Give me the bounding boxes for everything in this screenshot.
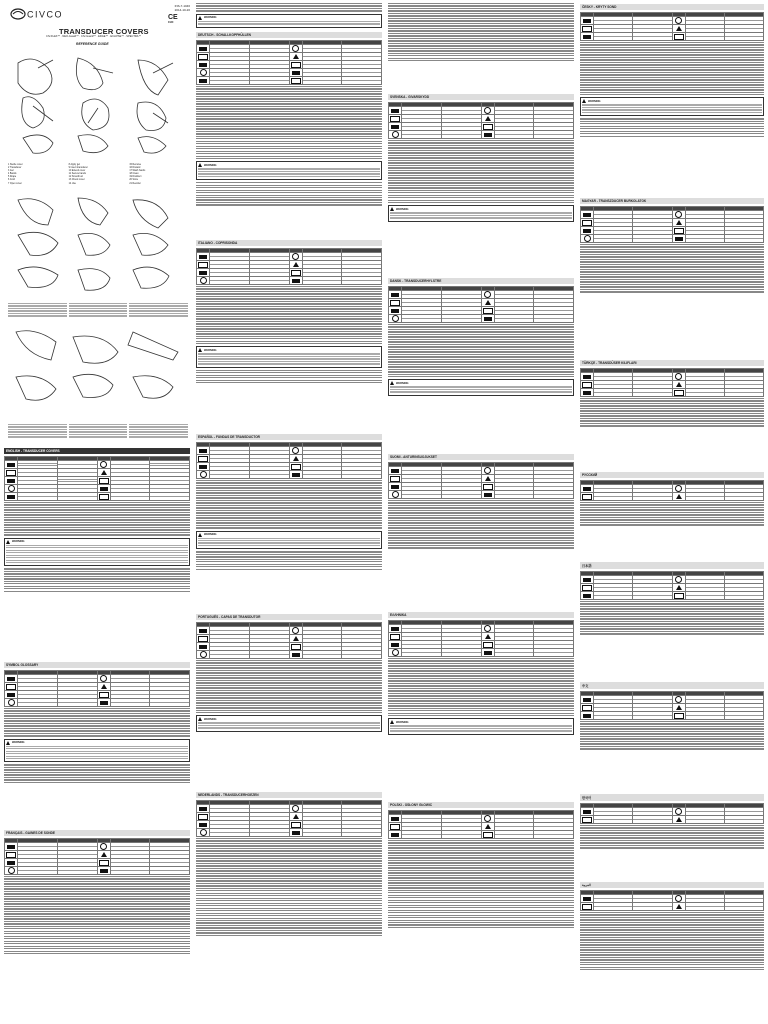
warning-box: WARNING [196, 346, 382, 367]
symbol-table [580, 890, 764, 911]
warning-box: WARNING [388, 379, 574, 395]
legend-item: 1 Sterile cover [8, 164, 23, 166]
section-chinese [580, 680, 764, 751]
civco-logo [10, 6, 62, 22]
legend-1 [8, 164, 188, 186]
legend-2 [8, 302, 188, 318]
section-arabic [580, 880, 764, 971]
section-heading: 한국어 [580, 794, 764, 801]
warning-icon [6, 540, 10, 544]
section-heading: SUOMI - ANTURINSUOJUKSET [388, 454, 574, 460]
symbol-table [388, 810, 574, 839]
legend-item: 10 Extend cover [68, 170, 86, 173]
section-francais [4, 828, 190, 955]
section-polski [388, 800, 574, 929]
section-cont [388, 2, 574, 62]
section-japanese [580, 560, 764, 636]
symbol-table [388, 102, 574, 139]
section-heading: MAGYAR - TRANSZDUCER BURKOLATOK [580, 198, 764, 204]
legend-item: 3 Gel [8, 170, 14, 173]
symbol-table [580, 480, 764, 501]
legend-column [69, 423, 128, 439]
legend-column [8, 423, 67, 439]
legend-item: 6 Cord [8, 179, 15, 182]
section-svenska [388, 92, 574, 224]
warning-icon [582, 99, 586, 103]
reference-guide-label: REFERENCE GUIDE [76, 42, 109, 46]
legend-item: 4 Bands [8, 173, 17, 176]
warning-box: WARNING [580, 97, 764, 116]
section-heading: PORTUGUÊS - CAPAS DE TRANSDUTOR [196, 614, 382, 620]
warning-box: WARNING [196, 14, 382, 28]
warning-icon [198, 163, 202, 167]
section-symbol-glossary [4, 660, 190, 784]
symbol-table [388, 286, 574, 323]
section-heading: ČESKY - KRYTY SOND [580, 4, 764, 10]
warning-icon [198, 717, 202, 721]
legend-item: 7 Open cover [8, 182, 22, 185]
legend-column [69, 164, 128, 186]
illustration-panel-2 [8, 190, 186, 300]
legend-column [129, 164, 188, 186]
warning-box: WARNING [388, 718, 574, 734]
symbol-table [196, 248, 382, 285]
symbol-table [580, 206, 764, 243]
legend-item: 13 Check cover [68, 179, 85, 182]
section-russian [580, 470, 764, 527]
legend-item: 19 Disinfect [129, 176, 142, 179]
section-espanol [196, 432, 382, 571]
symbol-table [580, 803, 764, 824]
legend-column [129, 302, 188, 318]
legend-item: 14 Use [68, 182, 76, 185]
symbol-table [580, 691, 764, 720]
legend-item: 8 Apply gel [68, 164, 80, 166]
section-heading: 日本語 [580, 562, 764, 569]
legend-column [69, 302, 128, 318]
column-1 [4, 0, 190, 1024]
legend-item: 12 Smooth air [68, 176, 83, 179]
illustration-panel-3 [8, 322, 186, 420]
part-number: INS-7-1046 2014-10-20 [174, 4, 190, 12]
symbol-table [388, 620, 574, 657]
warning-box: WARNING [196, 161, 382, 180]
section-suomi [388, 452, 574, 550]
warning-icon [390, 720, 394, 724]
document-subtitle: CIV-FLEX™ · NEO-Guard™ · CIV-Guard™ · EDGE™ · ECLIPSE™ · SPECTRA™ [46, 35, 142, 38]
warning-box: WARNING [4, 739, 190, 763]
legend-item: 2 Transducer [8, 167, 22, 170]
section-heading: SYMBOL GLOSSARY [4, 662, 190, 668]
section-italiano [196, 238, 382, 384]
warning-icon [198, 533, 202, 537]
column-3 [388, 0, 574, 1024]
symbol-table [196, 442, 382, 479]
section-cesky [580, 2, 764, 138]
column-2 [196, 0, 382, 1024]
svg-text:CIVCO: CIVCO [27, 9, 62, 20]
document-title: TRANSDUCER COVERS [59, 27, 149, 36]
warning-icon [198, 348, 202, 352]
legend-column [8, 164, 67, 186]
warning-box: WARNING [388, 205, 574, 221]
section-nederlands [196, 790, 382, 937]
section-heading: TÜRKÇE - TRANSDÜSER KILIFLARI [580, 360, 764, 366]
legend-3 [8, 423, 188, 439]
symbol-table [580, 571, 764, 600]
section-heading: ENGLISH - TRANSDUCER COVERS [4, 448, 190, 454]
section-heading: DANSK - TRANSDUCERHYLSTRE [388, 278, 574, 284]
warning-icon [6, 741, 10, 745]
legend-item: 17 Wash hands [129, 170, 146, 173]
section-heading: SVENSKA - GIVARSKYDD [388, 94, 574, 100]
warning-box: WARNING [196, 531, 382, 550]
symbol-table [196, 40, 382, 85]
section-turkce [580, 358, 764, 428]
section-heading: РУССКИЙ [580, 472, 764, 478]
section-heading: ESPAÑOL - FUNDAS DE TRANSDUCTOR [196, 434, 382, 440]
ce-mark: CE 0120 [168, 14, 178, 24]
legend-column [8, 302, 67, 318]
legend-item: 9 Insert transducer [68, 167, 88, 170]
legend-item: 16 Discard [129, 167, 141, 170]
section-portugues [196, 612, 382, 734]
symbol-table [580, 12, 764, 41]
warning-icon [390, 207, 394, 211]
legend-item: 15 Remove [129, 164, 142, 166]
section-heading: DEUTSCH - SCHALLKOPFHÜLLEN [196, 32, 382, 38]
section-english [4, 446, 190, 593]
section-dansk [388, 276, 574, 398]
legend-item: 20 Store [129, 179, 139, 182]
symbol-table [196, 622, 382, 659]
section-heading: NEDERLANDS - TRANSDUCERHOEZEN [196, 792, 382, 798]
section-heading: POLSKI - OSŁONY GŁOWIC [388, 802, 574, 808]
section-heading: ITALIANO - COPRISONDA [196, 240, 382, 246]
section-heading: العربية [580, 882, 764, 888]
warning-box: WARNING [196, 715, 382, 731]
legend-item: 11 Secure bands [68, 173, 86, 176]
symbol-table [4, 456, 190, 501]
section-deutsch [196, 30, 382, 207]
section-cont [196, 2, 382, 30]
symbol-table [388, 462, 574, 499]
legend-item: 5 Drape [8, 176, 17, 179]
section-heading: FRANÇAIS - GAINES DE SONDE [4, 830, 190, 836]
symbol-table [4, 838, 190, 875]
section-heading: ΕΛΛΗΝΙΚΑ [388, 612, 574, 618]
column-4 [580, 0, 764, 1024]
section-heading: 中文 [580, 682, 764, 689]
warning-icon [198, 16, 202, 20]
legend-item: 18 Clean [129, 173, 139, 176]
legend-item: 21 Reorder [129, 182, 141, 185]
section-magyar [580, 196, 764, 294]
warning-box: WARNING [4, 538, 190, 567]
legend-column [129, 423, 188, 439]
symbol-table [4, 670, 190, 707]
illustration-panel-1 [8, 48, 186, 163]
symbol-table [196, 800, 382, 837]
section-korean [580, 792, 764, 850]
section-greek [388, 610, 574, 737]
symbol-table [580, 368, 764, 397]
warning-icon [390, 381, 394, 385]
